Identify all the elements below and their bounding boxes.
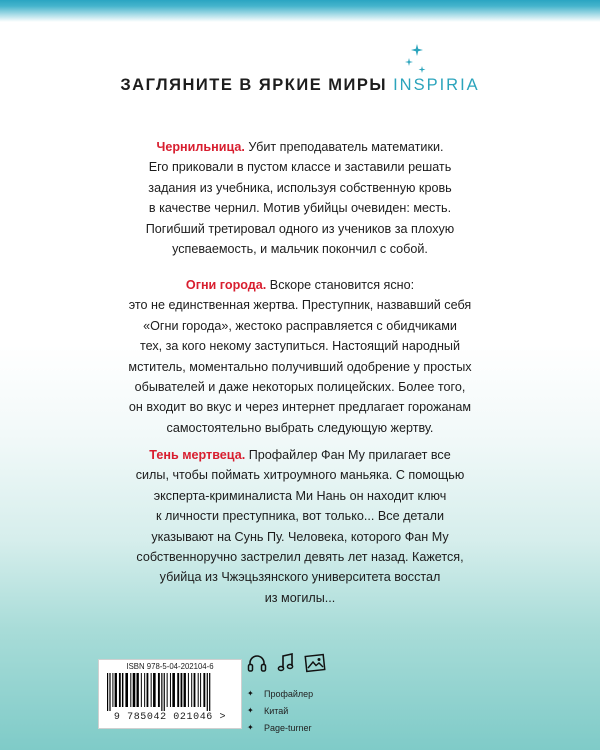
blurb-line: Огни города. Вскоре становится ясно: — [185, 278, 415, 292]
blurb-line: силы, чтобы поймать хитроумного маньяка. С помощью — [135, 468, 465, 483]
barcode-bar — [141, 673, 142, 707]
barcode-bar — [151, 673, 152, 707]
barcode-bar — [200, 673, 201, 707]
star-bullet-icon: ✦ — [247, 723, 254, 732]
blurb-line: указывают на Сунь Пу. Человека, которого Фан Му — [151, 529, 449, 544]
barcode-bar — [115, 673, 117, 707]
barcode-bar — [107, 673, 108, 711]
blurb-line: в качестве чернил. Мотив убийцы очевиден: месть. — [148, 201, 452, 216]
genre-tag: ✦ Page-turner — [247, 722, 312, 733]
barcode-bar — [209, 673, 210, 711]
blurb-line: собственноручно застрелил девять лет назад. Кажется, — [136, 550, 464, 565]
genre-tag: ✦ Профайлер — [247, 688, 314, 699]
barcode-bar — [177, 673, 179, 707]
barcode-bar — [164, 673, 165, 711]
blurb-line: Погибший третировал одного из учеников за плохую — [145, 221, 455, 236]
blurb-line: задания из учебника, используя собственную кровь — [148, 180, 452, 195]
barcode-bar — [144, 673, 145, 707]
blurb-line: «Огни города», жестоко расправляется с обидчиками — [143, 318, 457, 333]
barcode-bar — [191, 673, 192, 707]
series-slogan: ЗАГЛЯНИТЕ В ЯРКИЕ МИРЫ — [120, 76, 388, 94]
barcode-bar — [170, 673, 171, 707]
star-bullet-icon: ✦ — [247, 689, 254, 698]
blurb-paragraph-3 — [92, 445, 508, 608]
barcode-digits: 9 785042 021046 > — [113, 712, 227, 723]
blurb-line: это не единственная жертва. Преступник, назвавший себя — [128, 298, 472, 313]
barcode-bar — [181, 673, 183, 707]
barcode-bar — [203, 673, 205, 707]
blurb-line: мститель, моментально получивший одобрение у простых — [128, 359, 472, 374]
blurb-heading: Огни города. — [185, 278, 267, 292]
blurb-line: успеваемость, и мальчик покончил с собой. — [172, 242, 428, 257]
sparkles-icon — [404, 42, 428, 76]
blurb-line: эксперта-криминалиста Ми Нань он находит ключ — [153, 488, 447, 503]
barcode-bar — [119, 673, 121, 707]
blurb-paragraph-2 — [92, 275, 508, 438]
barcode-bar — [125, 673, 128, 707]
blurb-line: убийца из Чжэцьзянского университета восстал — [159, 570, 441, 585]
barcode-bar — [130, 673, 131, 707]
blurb-line: из могилы... — [264, 590, 336, 605]
series-header — [0, 76, 600, 95]
blurb-line: обывателей и даже некоторых полицейских. Более того, — [134, 380, 466, 395]
genre-tags — [247, 685, 313, 736]
headphones-icon — [246, 652, 268, 674]
image-icon — [304, 652, 326, 674]
blurb-line: Его приковали в пустом классе и заставили решать — [148, 160, 452, 175]
series-brand: INSPIRIA — [393, 76, 480, 94]
blurb-line: тех, за кого некому заступиться. Настоящий народный — [139, 339, 461, 354]
barcode-bar — [194, 673, 196, 707]
blurb-paragraph-1 — [92, 137, 508, 259]
isbn-barcode — [98, 659, 242, 729]
blurb-heading: Чернильница. — [156, 140, 245, 154]
barcode-bar — [188, 673, 189, 707]
barcode-bar — [133, 673, 136, 707]
genre-tag: ✦ Китай — [247, 705, 289, 716]
barcode-bar — [158, 673, 160, 707]
barcode-bar — [161, 673, 162, 711]
barcode-bar — [184, 673, 186, 707]
barcode-bar — [109, 673, 110, 711]
blurb-line: к личности преступника, вот только... Все детали — [155, 509, 445, 524]
blurb-heading: Тень мертвеца. — [149, 448, 246, 462]
barcode-bar — [122, 673, 123, 707]
barcode-bar — [167, 673, 168, 707]
barcode-bar — [198, 673, 199, 707]
barcode-bar — [137, 673, 139, 707]
barcode-bar — [112, 673, 113, 707]
blurb-line: он входит во вкус и через интернет предлагает горожанам — [128, 400, 472, 415]
barcode-bar — [153, 673, 156, 707]
star-bullet-icon: ✦ — [247, 706, 254, 715]
barcode-bar — [207, 673, 208, 711]
music-note-icon — [276, 652, 296, 674]
blurb-line: Чернильница. Убит преподаватель математики. — [156, 140, 444, 154]
barcode-bars — [107, 673, 233, 711]
barcode-bar — [172, 673, 175, 707]
blurb-line: Тень мертвеца. Профайлер Фан Му прилагает все — [149, 448, 451, 462]
blurb-line: самостоятельно выбрать следующую жертву. — [166, 420, 434, 435]
isbn-number: ISBN 978-5-04-202104-6 — [126, 662, 214, 671]
barcode-bar — [147, 673, 149, 707]
